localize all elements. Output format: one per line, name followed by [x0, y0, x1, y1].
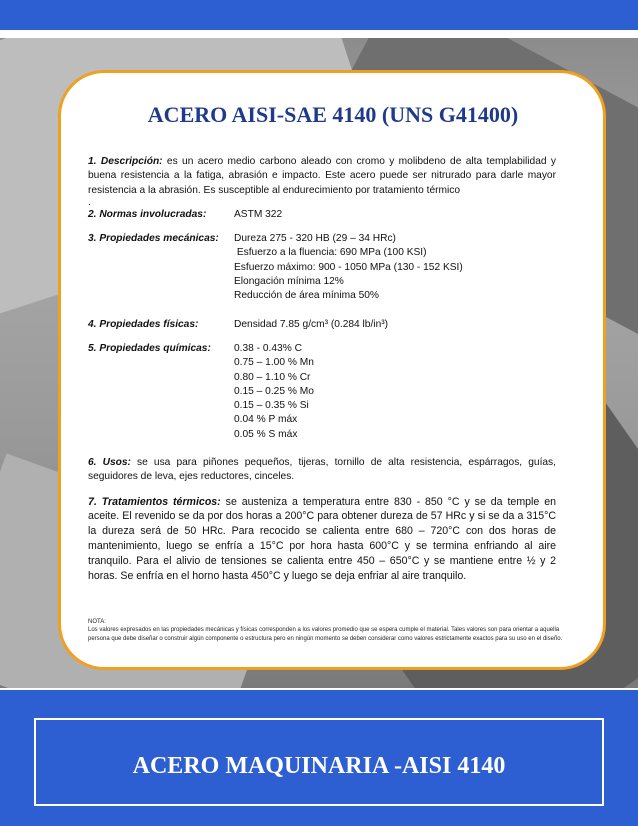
mecanicas-value: Dureza 275 - 320 HB (29 – 34 HRc) — [234, 233, 396, 245]
mecanicas-value: Esfuerzo a la fluencia: 690 MPa (100 KSI) — [234, 247, 427, 259]
quimicas-value: 0.04 % P máx — [234, 414, 298, 426]
tratamientos-section — [88, 495, 556, 584]
quimicas-value: 0.05 % S máx — [234, 428, 298, 440]
quimicas-value: 0.38 - 0.43% C — [234, 342, 302, 354]
mecanicas-value: Reducción de área mínima 50% — [234, 290, 379, 302]
quimicas-label: 5. Propiedades químicas: — [88, 342, 211, 354]
page-title: ACERO AISI-SAE 4140 (UNS G41400) — [147, 102, 519, 127]
quimicas-section — [88, 342, 556, 442]
nota-text: Los valores expresados en las propiedades mecánicas y físicas corresponden a los valores promedio que se espera cumple el material. Tales valores son para orientar a aquella persona que debe diseñar o construir algún componente o estructura pero en ningún momento se deben considerar como valores estrictamente exactos para su uso en el diseño. — [88, 627, 563, 642]
mecanicas-value: Esfuerzo máximo: 900 - 1050 MPa (130 - 152 KSI) — [234, 261, 463, 273]
mecanicas-section — [88, 232, 556, 303]
bottom-title: ACERO MAQUINARIA -AISI 4140 — [132, 752, 506, 779]
spec-content — [88, 155, 556, 583]
quimicas-value: 0.75 – 1.00 % Mn — [234, 357, 314, 369]
descripcion-label: 1. Descripción: — [88, 156, 163, 167]
normas-value: ASTM 322 — [234, 208, 283, 220]
top-banner — [0, 0, 638, 30]
quimicas-value: 0.15 – 0.35 % Si — [234, 400, 309, 412]
descripcion-text: es un acero medio carbono aleado con cromo y molibdeno de alta templabilidad y buena resistencia a la fatiga, abrasión e impacto. Este acero puede ser nitrurado para darle mayor resistencia a la abrasión. Es susceptible al endurecimiento por tratamiento térmico — [88, 156, 556, 196]
top-gap — [0, 30, 638, 38]
fisicas-section — [88, 318, 556, 332]
tratamientos-label: 7. Tratamientos térmicos: — [88, 495, 221, 508]
fisicas-value: Densidad 7.85 g/cm³ (0.284 lb/in³) — [234, 318, 389, 330]
bottom-title-box — [34, 718, 604, 806]
tratamientos-text: se austeniza a temperatura entre 830 - 850 °C y se da temple en aceite. El revenido se da por dos horas a 200°C para obtener dureza de 57 HRc y si se da a 315°C la dureza será de 50 HRc. Para recocido se calienta entre 680 – 720°C con dos horas de mantenimiento, luego se enfría a 15°C por hora hasta 600°C y se termina enfriando al aire tranquilo. Para el alivio de tensiones se calienta entre 450 – 650°C y se mantiene entre ½ y 2 horas. Se enfría en el horno hasta 450°C y luego se deja enfriar al aire tranquilo. — [88, 495, 556, 582]
quimicas-value: 0.15 – 0.25 % Mo — [234, 385, 314, 397]
mecanicas-value: Elongación mínima 12% — [234, 276, 344, 288]
nota-label: NOTA: — [88, 619, 106, 625]
usos-text: se usa para piñones pequeños, tijeras, tornillo de alta resistencia, espárragos, guías, seguidores de leva, ejes reductores, cinceles. — [88, 457, 556, 483]
normas-label: 2. Normas involucradas: — [88, 208, 207, 220]
mecanicas-label: 3. Propiedades mecánicas: — [88, 233, 219, 245]
usos-section — [88, 456, 556, 485]
usos-label: 6. Usos: — [88, 457, 131, 469]
normas-section — [88, 208, 556, 222]
nota-section — [88, 618, 566, 643]
fisicas-label: 4. Propiedades físicas: — [88, 318, 199, 330]
descripcion-section — [88, 155, 556, 198]
quimicas-value: 0.80 – 1.10 % Cr — [234, 371, 311, 383]
descripcion-dot: . — [88, 196, 91, 208]
